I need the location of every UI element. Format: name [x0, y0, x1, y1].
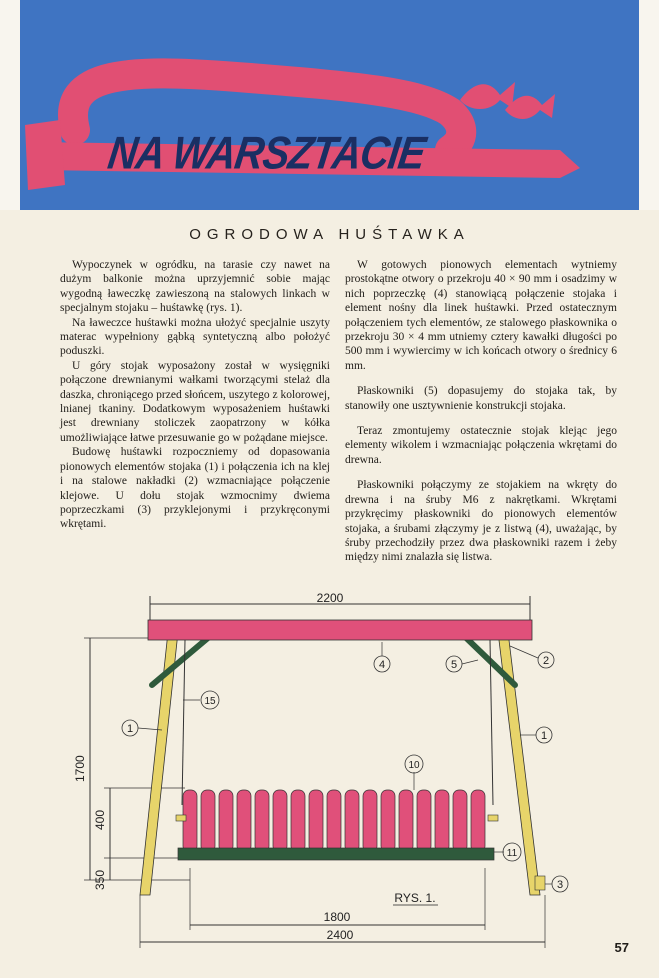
- dimension-base-width: 2400: [326, 928, 354, 942]
- callout: [405, 755, 423, 790]
- dimension-seat-height: 400: [93, 809, 107, 830]
- svg-text:4: 4: [378, 659, 386, 671]
- article-title: OGRODOWA HUŚTAWKA: [189, 226, 470, 243]
- ground-crossbar-right: [535, 876, 545, 890]
- cable-left: [182, 640, 185, 805]
- bench-arm-right: [488, 815, 498, 821]
- saw-handle: [25, 120, 65, 190]
- paragraph: Teraz zmontujemy ostatecznie stojak klejąc jego elementy wikolem i wzmacniając połączenia wkrętami do drewna.: [345, 425, 617, 466]
- svg-text:1: 1: [126, 723, 134, 735]
- svg-text:10: 10: [408, 760, 420, 771]
- left-column: [60, 258, 330, 532]
- callout: [183, 691, 219, 709]
- dimension-ground-clearance: 350: [93, 869, 107, 890]
- callout: [494, 843, 521, 861]
- svg-text:11: 11: [506, 848, 518, 859]
- right-column: [345, 258, 617, 576]
- header-banner: [0, 0, 659, 210]
- svg-text:5: 5: [450, 659, 458, 671]
- callout: [122, 720, 162, 736]
- page-number: 57: [614, 940, 629, 955]
- dimension-top-width: 2200: [316, 591, 344, 605]
- paragraph: Płaskowniki (5) dopasujemy do stojaka tak, by stanowiły one usztywnienie konstrukcji stojaka.: [345, 385, 617, 412]
- dimension-seat-width: 1800: [323, 910, 351, 924]
- dimension-height: 1700: [73, 755, 87, 782]
- callout: [520, 727, 552, 743]
- callout: [545, 876, 568, 892]
- paragraph: W gotowych pionowych elementach wytniemy prostokątne otwory o przekroju 40 × 90 mm i osadzimy w nich poprzeczkę (4) stanowiącą połączenie stojaka i element nośny dla linek huśtawki. Przed ostatecznym połączeniem tych elementów, ze stalowego płaskownika o przekroju 30 × 4 mm utniemy cztery kawałki długości po 500 mm i wywiercimy w ich końcach otwory o średnicy 6 mm.: [345, 259, 617, 372]
- callout: [446, 656, 478, 672]
- callout: [374, 642, 390, 672]
- swing-drawing: [0, 590, 659, 950]
- paragraph: U góry stojak wyposażony został w wysięgniki połączone drewnianymi wałkami tworzącymi stelaż dla daszka, chroniącego przed słońcem, uszytego z kolorowej, lnianej tkaniny. Dodatkowym wyposażeniem huśtawki jest drewniany stoliczek zaopatrzony w kółka umożliwiające łatwe przesuwanie go w pożądane miejsce.: [60, 359, 330, 444]
- bench-seat-frame: [178, 848, 494, 860]
- svg-text:2: 2: [542, 655, 550, 667]
- bench-slats: [183, 790, 485, 852]
- paragraph: Budowę huśtawki rozpoczniemy od dopasowania pionowych elementów stojaka (1) i połączenia ich na klej i na stalowe nakładki (2) wzmacniające połączenie klejowe. U dołu stojak wzmocnimy dwiema poprzeczkami (3) przyklejonymi i przykręconymi wkrętami.: [60, 446, 330, 531]
- section-title: NA WARSZTACIE: [104, 128, 428, 179]
- figure-caption: RYS. 1.: [394, 891, 436, 905]
- svg-text:3: 3: [556, 879, 564, 891]
- svg-text:15: 15: [204, 696, 216, 707]
- svg-text:1: 1: [540, 730, 548, 742]
- fish-shape-1: [460, 82, 515, 109]
- paragraph: Płaskowniki połączymy ze stojakiem na wkręty do drewna i na śruby M6 z nakrętkami. Wkrętami przykręcimy płaskowniki do pionowych elementów stojaka, a śrubami złączymy je z listwą (4), uważając, by śruby przechodziły przez dwa płaskowniki razem i żeby między nimi znalazła się listwa.: [345, 479, 617, 564]
- top-beam: [148, 620, 532, 640]
- paragraph: Wypoczynek w ogródku, na tarasie czy nawet na dużym balkonie można uprzyjemnić sobie mając wygodną ławeczkę zawieszoną na stalowych linkach w specjalnym stojaku – huśtawkę (rys. 1).: [60, 259, 330, 315]
- paragraph: Na ławeczce huśtawki można ułożyć specjalnie uszyty materac wypełniony gąbką syntetyczną albo położyć poduszki.: [60, 316, 330, 358]
- callout: [510, 646, 554, 668]
- bench-arm-left: [176, 815, 186, 821]
